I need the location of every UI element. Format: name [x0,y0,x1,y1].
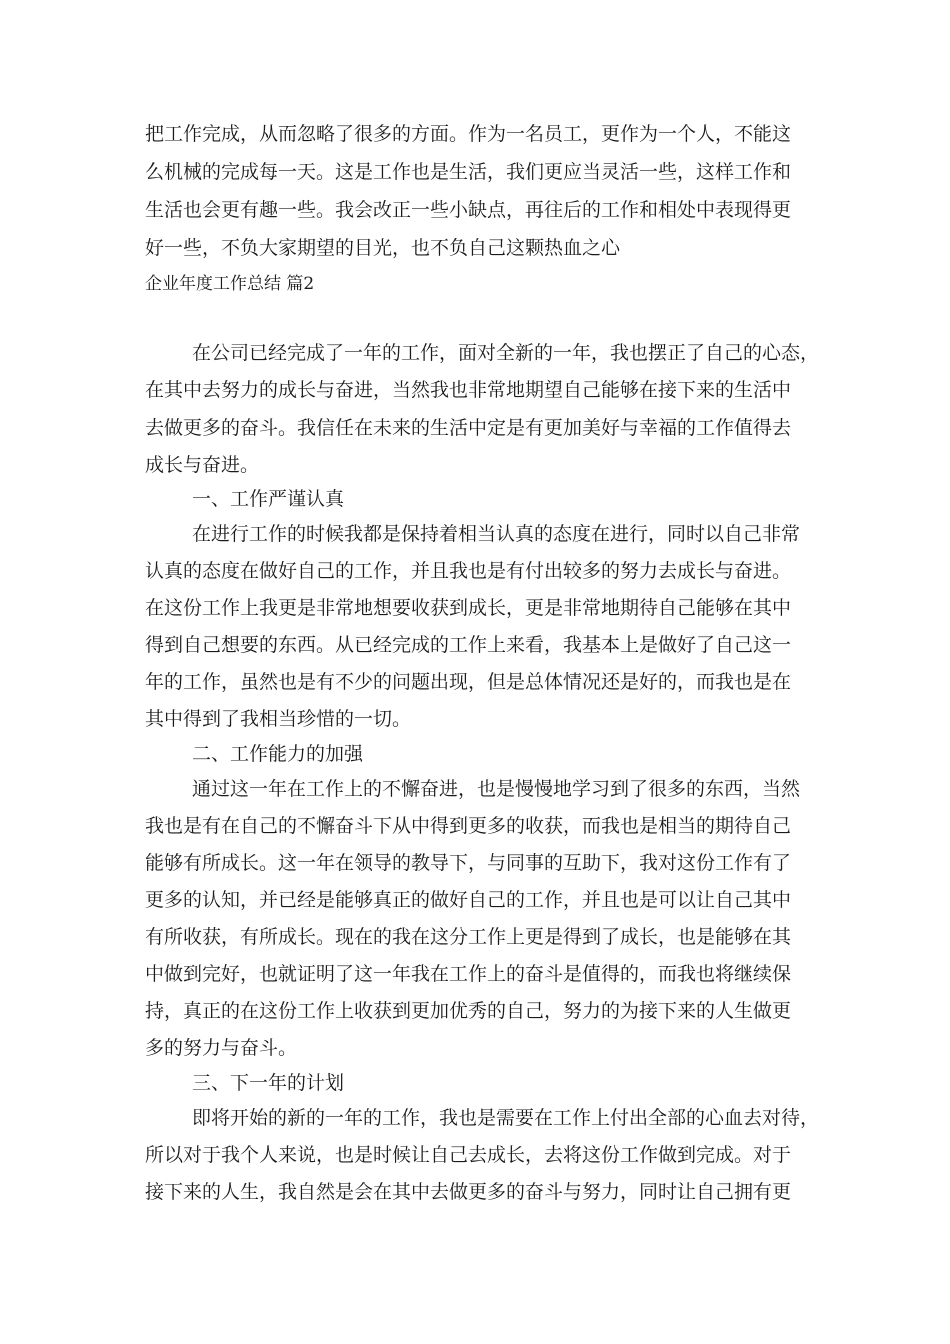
section-title: 企业年度工作总结 篇2 [145,274,315,294]
text-line: 好一些，不负大家期望的目光，也不负自己这颗热血之心 [145,237,621,259]
text-line: 即将开始的新的一年的工作，我也是需要在工作上付出全部的心血去对待， [192,1107,820,1129]
text-line: 其中得到了我相当珍惜的一切。 [145,708,412,730]
text-line: 得到自己想要的东西。从已经完成的工作上来看，我基本上是做好了自己这一 [145,634,792,656]
text-line: 在其中去努力的成长与奋进，当然我也非常地期望自己能够在接下来的生活中 [145,379,792,401]
text-line: 么机械的完成每一天。这是工作也是生活，我们更应当灵活一些，这样工作和 [145,161,792,183]
text-line: 有所收获，有所成长。现在的我在这分工作上更是得到了成长，也是能够在其 [145,926,792,948]
heading-next-year-plan: 三、下一年的计划 [192,1072,345,1094]
text-line: 通过这一年在工作上的不懈奋进，也是慢慢地学习到了很多的东西，当然 [192,778,801,800]
text-line: 生活也会更有趣一些。我会改正一些小缺点，再往后的工作和相处中表现得更 [145,199,792,221]
text-line: 在公司已经完成了一年的工作，面对全新的一年，我也摆正了自己的心态， [192,342,820,364]
text-line: 持，真正的在这份工作上收获到更加优秀的自己，努力的为接下来的人生做更 [145,1000,792,1022]
text-line: 成长与奋进。 [145,454,260,476]
text-line: 年的工作，虽然也是有不少的问题出现，但是总体情况还是好的，而我也是在 [145,671,792,693]
heading-work-serious: 一、工作严谨认真 [192,488,345,510]
text-line: 在进行工作的时候我都是保持着相当认真的态度在进行，同时以自己非常 [192,523,801,545]
text-line: 把工作完成，从而忽略了很多的方面。作为一名员工，更作为一个人，不能这 [145,123,792,145]
text-line: 在这份工作上我更是非常地想要收获到成长，更是非常地期待自己能够在其中 [145,597,792,619]
text-line: 能够有所成长。这一年在领导的教导下，与同事的互助下，我对这份工作有了 [145,852,792,874]
text-line: 去做更多的奋斗。我信任在未来的生活中定是有更加美好与幸福的工作值得去 [145,417,792,439]
text-line: 多的努力与奋斗。 [145,1037,298,1059]
text-line: 我也是有在自己的不懈奋斗下从中得到更多的收获，而我也是相当的期待自己 [145,815,792,837]
text-line: 更多的认知，并已经是能够真正的做好自己的工作，并且也是可以让自己其中 [145,889,792,911]
text-line: 接下来的人生，我自然是会在其中去做更多的奋斗与努力，同时让自己拥有更 [145,1181,792,1203]
text-line: 所以对于我个人来说，也是时候让自己去成长，去将这份工作做到完成。对于 [145,1144,792,1166]
heading-ability: 二、工作能力的加强 [192,743,364,765]
text-line: 认真的态度在做好自己的工作，并且我也是有付出较多的努力去成长与奋进。 [145,560,792,582]
text-line: 中做到完好，也就证明了这一年我在工作上的奋斗是值得的，而我也将继续保 [145,963,792,985]
